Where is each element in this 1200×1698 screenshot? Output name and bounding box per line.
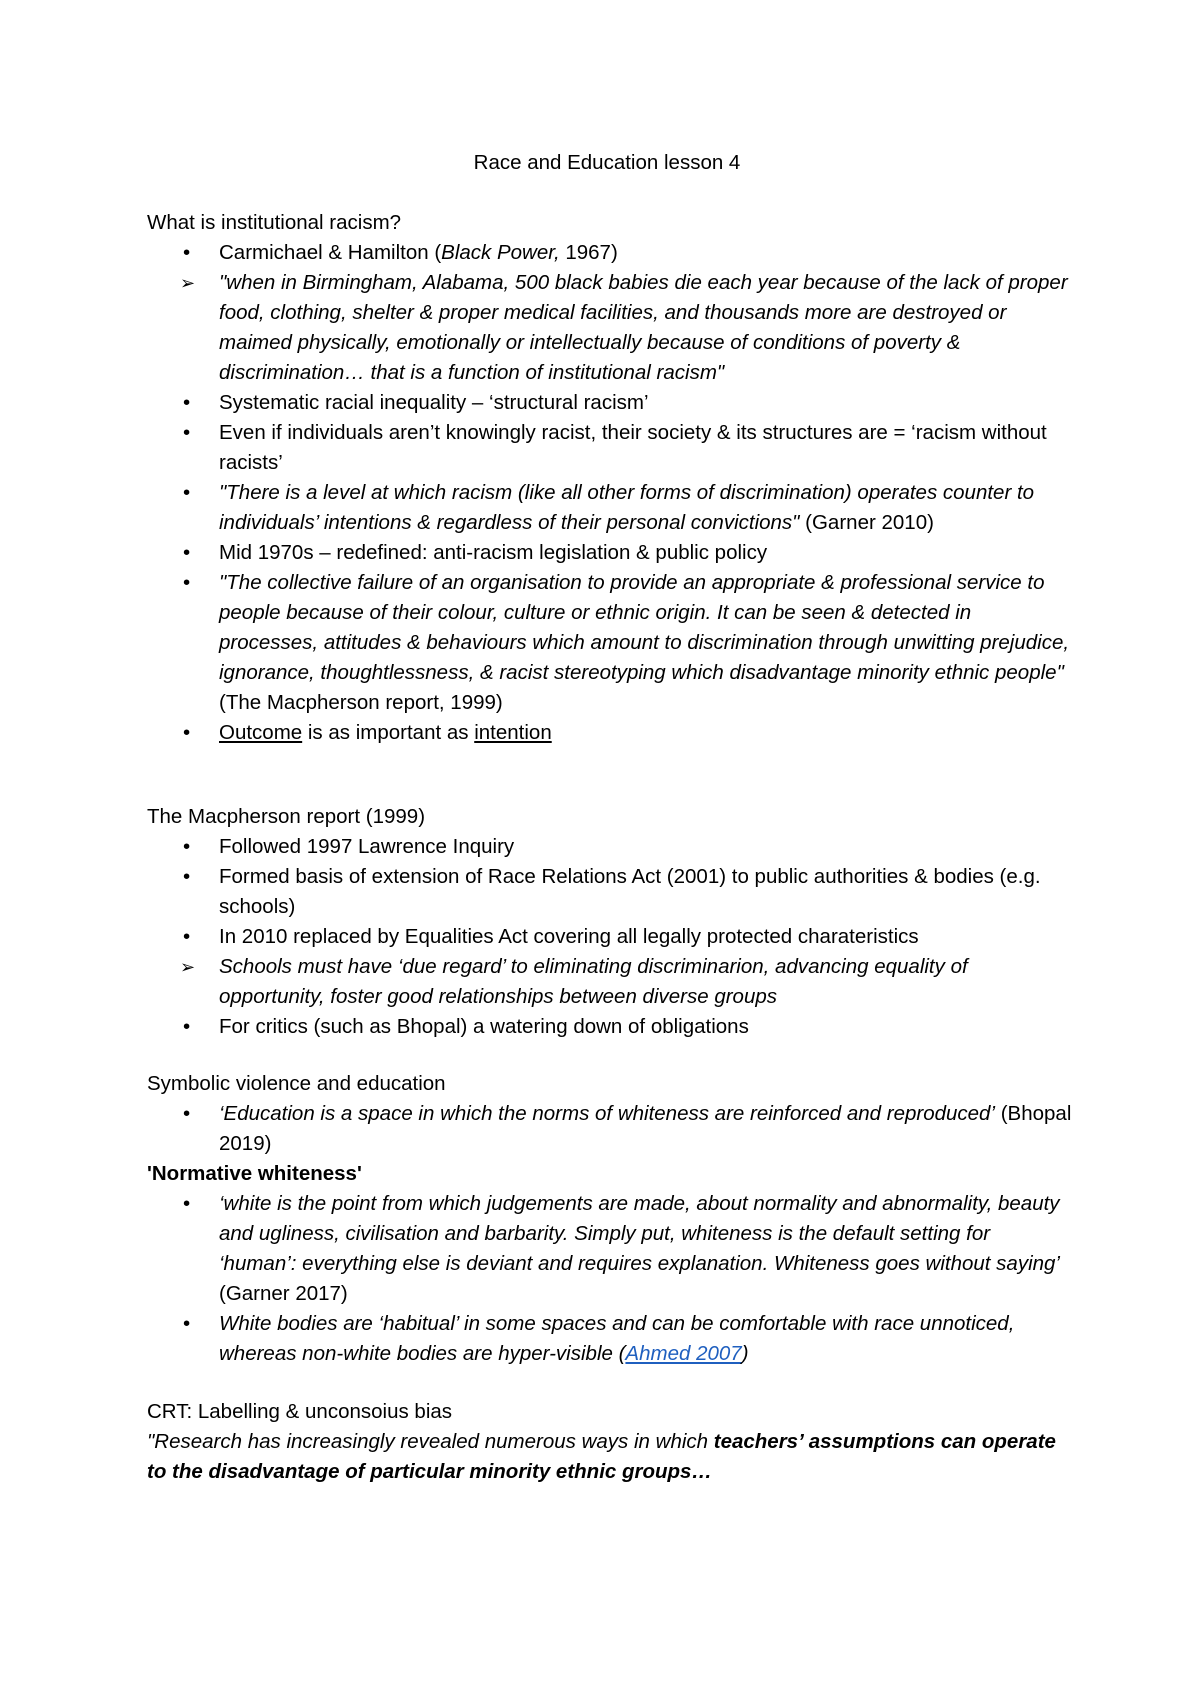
quote-text: "Research has increasingly revealed numerous ways in which — [147, 1430, 714, 1453]
bullet-icon: • — [183, 1312, 191, 1335]
section-heading-crt: CRT: Labelling & unconsoius bias — [147, 1400, 453, 1423]
macpherson-list — [147, 832, 1072, 1042]
bullet-icon: • — [183, 391, 191, 414]
bold-quote-text: teachers’ assumptions can operate to the disadvantage of particular minority ethnic groups… — [147, 1430, 1056, 1483]
bullet-icon: • — [183, 721, 191, 744]
normative-whiteness-list — [147, 1189, 1072, 1369]
list-item — [147, 952, 1072, 1012]
bullet-icon: • — [183, 925, 191, 948]
list-item-text: 1967) — [559, 241, 618, 264]
list-item — [147, 1309, 1072, 1369]
list-item — [147, 238, 1072, 268]
list-item — [147, 538, 1072, 568]
citation: (Garner 2017) — [219, 1282, 348, 1305]
list-item-text: ) — [741, 1342, 749, 1365]
quote-text: ‘Education is a space in which the norms of whiteness are reinforced and reproduced’ — [219, 1102, 996, 1125]
quote-text: "The collective failure of an organisation to provide an appropriate & professional service to people because of their colour, culture or ethnic origin. It can be seen & detected in processes, attitudes & behaviours which amount to discrimination through unwitting prejudice, ignorance, thoughtlessness, & racist stereotyping which disadvantage minority ethnic people" — [219, 571, 1070, 684]
section-heading-symbolic-violence: Symbolic violence and education — [147, 1072, 446, 1095]
underlined-word: intention — [474, 721, 552, 744]
list-item-text: White bodies are ‘habitual’ in some spaces and can be comfortable with race unnoticed, whereas non-white bodies are hyper-visible ( — [219, 1312, 1015, 1365]
arrow-bullet-icon: ➢ — [180, 273, 196, 293]
list-item-text: Even if individuals aren’t knowingly racist, their society & its structures are = ‘racism without racists’ — [219, 421, 1047, 474]
bullet-icon: • — [183, 541, 191, 564]
arrow-bullet-icon: ➢ — [180, 957, 196, 977]
list-item — [147, 718, 1072, 748]
quote-text: "There is a level at which racism (like all other forms of discrimination) operates counter to individuals’ intentions & regardless of their personal convictions" — [219, 481, 1035, 534]
bullet-icon: • — [183, 835, 191, 858]
bullet-icon: • — [183, 481, 191, 504]
section-heading-macpherson: The Macpherson report (1999) — [147, 805, 426, 828]
citation: (Bhopal 2019) — [219, 1102, 1072, 1155]
list-item — [147, 862, 1072, 922]
bullet-icon: • — [183, 1102, 191, 1125]
bullet-icon: • — [183, 571, 191, 594]
list-item-text: Schools must have ‘due regard’ to eliminating discriminarion, advancing equality of opportunity, foster good relationships between diverse groups — [219, 955, 968, 1008]
list-item — [147, 388, 1072, 418]
list-item-text: Followed 1997 Lawrence Inquiry — [219, 835, 515, 858]
list-item-text: In 2010 replaced by Equalities Act covering all legally protected charateristics — [219, 925, 919, 948]
list-item — [147, 922, 1072, 952]
list-item — [147, 568, 1072, 718]
bullet-icon: • — [183, 241, 191, 264]
list-item-text: Systematic racial inequality – ‘structural racism’ — [219, 391, 649, 414]
bullet-icon: • — [183, 1015, 191, 1038]
list-item-text: Formed basis of extension of Race Relations Act (2001) to public authorities & bodies (e.g. schools) — [219, 865, 1041, 918]
list-item-text: is as important as — [302, 721, 475, 744]
book-title: Black Power, — [441, 241, 560, 264]
underlined-word: Outcome — [219, 721, 303, 744]
list-item — [147, 1099, 1072, 1159]
list-item — [147, 418, 1072, 478]
list-item — [147, 268, 1072, 388]
crt-quote — [147, 1427, 1072, 1487]
list-item — [147, 1189, 1072, 1309]
quote-text: "when in Birmingham, Alabama, 500 black babies die each year because of the lack of proper food, clothing, shelter & proper medical facilities, and thousands more are destroyed or maimed physically, emotionally or intellectually because of conditions of poverty & discrimination… that is a function of institutional racism" — [219, 271, 1068, 384]
page-title: Race and Education lesson 4 — [473, 151, 741, 174]
list-item-text: Mid 1970s – redefined: anti-racism legislation & public policy — [219, 541, 768, 564]
section-heading-institutional-racism: What is institutional racism? — [147, 211, 402, 234]
list-item-text: Carmichael & Hamilton ( — [219, 241, 442, 264]
list-item — [147, 832, 1072, 862]
bullet-icon: • — [183, 1192, 191, 1215]
institutional-racism-list — [147, 238, 1072, 748]
symbolic-violence-list — [147, 1099, 1072, 1159]
bullet-icon: • — [183, 421, 191, 444]
subheading-normative-whiteness: 'Normative whiteness' — [147, 1162, 362, 1185]
citation: (Garner 2010) — [799, 511, 934, 534]
bullet-icon: • — [183, 865, 191, 888]
list-item — [147, 478, 1072, 538]
quote-text: ‘white is the point from which judgements are made, about normality and abnormality, beauty and ugliness, civilisation and barbarity. Simply put, whiteness is the default setting for ‘human’: everything else is deviant and requires explanation. Whiteness goes without saying’ — [219, 1192, 1060, 1275]
citation: (The Macpherson report, 1999) — [219, 691, 503, 714]
ahmed-2007-link[interactable]: Ahmed 2007 — [625, 1342, 742, 1365]
list-item-text: For critics (such as Bhopal) a watering down of obligations — [219, 1015, 749, 1038]
list-item — [147, 1012, 1072, 1042]
